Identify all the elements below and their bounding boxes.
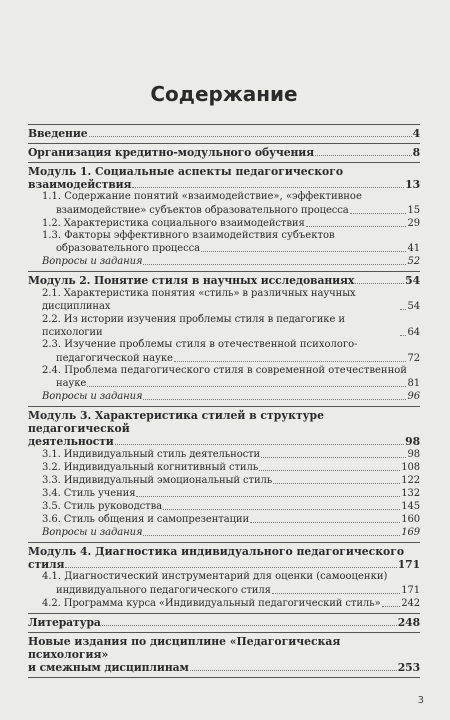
leader-dots — [272, 593, 400, 594]
toc-entry[interactable]: Организация кредитно-модульного обучения 8 — [28, 146, 420, 159]
leader-dots — [350, 213, 407, 214]
leader-dots — [250, 522, 400, 523]
page-ref: 242 — [401, 597, 420, 609]
leader-dots — [273, 483, 400, 484]
toc-module-heading[interactable]: Модуль 2. Понятие стиля в научных исследованиях 54 — [28, 274, 420, 287]
leader-dots — [174, 361, 407, 362]
leader-dots — [400, 309, 406, 310]
leader-dots — [382, 606, 401, 607]
page-ref: 122 — [401, 475, 420, 486]
leader-dots — [87, 386, 406, 387]
toc-module-heading[interactable]: Модуль 4. Диагностика индивидуального педагогического стиля 171 — [28, 545, 420, 571]
toc-block-module-2 — [28, 272, 420, 407]
toc-block-module-3 — [28, 407, 420, 543]
page-ref: 54 — [405, 274, 420, 287]
leader-dots — [201, 251, 407, 252]
toc-block-module-1 — [28, 163, 420, 272]
page-ref: 171 — [401, 584, 420, 596]
toc-module-heading[interactable]: Новые издания по дисциплине «Педагогическая психология» и смежным дисциплинам 253 — [28, 634, 420, 674]
toc-block-organization — [28, 144, 420, 163]
page-ref: 132 — [401, 488, 420, 499]
leader-dots — [143, 264, 406, 265]
leader-dots — [259, 470, 400, 471]
leader-dots — [400, 335, 406, 336]
leader-dots — [306, 226, 407, 227]
toc-subentry[interactable]: 1.3. Факторы эффективного взаимодействия субъектов образовательного процесса 41 — [42, 229, 420, 254]
page-ref: 253 — [397, 660, 420, 674]
page-ref: 52 — [407, 256, 420, 267]
leader-dots — [143, 399, 406, 400]
page-ref: 81 — [407, 378, 420, 389]
toc-entry[interactable]: Литература 248 — [28, 615, 420, 629]
page-ref: 145 — [401, 501, 420, 512]
toc-questions[interactable]: Вопросы и задания 96 — [42, 391, 420, 402]
toc-subentry[interactable]: 2.4. Проблема педагогического стиля в современной отечественной науке 81 — [42, 364, 420, 389]
leader-dots — [115, 444, 404, 445]
page-ref: 248 — [397, 615, 420, 629]
leader-dots — [89, 136, 412, 137]
leader-dots — [102, 625, 397, 626]
toc-subentry[interactable]: 2.2. Из истории изучения проблемы стиля в педагогике и психологии 64 — [42, 314, 420, 338]
page-ref: 108 — [401, 462, 420, 473]
toc-subentry[interactable]: 1.2. Характеристика социального взаимодействия 29 — [42, 217, 420, 229]
toc-subentry[interactable]: 4.2. Программа курса «Индивидуальный педагогический стиль» 242 — [42, 597, 420, 609]
toc-subentry[interactable]: 3.1. Индивидуальный стиль деятельности 98 — [42, 449, 420, 460]
page-ref: 15 — [407, 204, 420, 216]
bleed-through-text — [20, 4, 430, 94]
leader-dots — [132, 187, 404, 188]
toc-module-heading[interactable]: Модуль 3. Характеристика стилей в структуре педагогической деятельности 98 — [28, 409, 420, 448]
toc-subentry[interactable]: 4.1. Диагностический инструментарий для оценки (самооценки) индивидуального педагогического стиля 171 — [42, 571, 420, 596]
leader-dots — [163, 509, 400, 510]
leader-dots — [261, 457, 406, 458]
leader-dots — [65, 567, 396, 568]
toc-questions[interactable]: Вопросы и задания 169 — [42, 527, 420, 538]
page-ref: 4 — [412, 127, 420, 140]
toc-block-intro — [28, 125, 420, 144]
page-ref: 169 — [401, 527, 420, 538]
page-ref: 64 — [407, 327, 420, 338]
table-of-contents — [28, 124, 420, 678]
toc-subentry[interactable]: 3.4. Стиль учения 132 — [42, 488, 420, 499]
page-ref: 8 — [412, 146, 420, 159]
page-ref: 72 — [407, 352, 420, 364]
toc-block-new-editions — [28, 633, 420, 678]
page-ref: 54 — [407, 301, 420, 312]
page-ref: 13 — [405, 178, 420, 191]
page-ref: 96 — [407, 391, 420, 402]
toc-page — [28, 82, 420, 678]
toc-subentry[interactable]: 2.3. Изучение проблемы стиля в отечественной психолого- педагогической науке 72 — [42, 339, 420, 364]
page-number: 3 — [417, 695, 424, 706]
toc-module-heading[interactable]: Модуль 1. Социальные аспекты педагогического взаимодействия 13 — [28, 165, 420, 191]
toc-subentry[interactable]: 3.5. Стиль руководства 145 — [42, 501, 420, 512]
toc-subentry[interactable]: 3.2. Индивидуальный когнитивный стиль 108 — [42, 462, 420, 473]
page-title: Содержание — [150, 82, 298, 106]
toc-subentry[interactable]: 3.6. Стиль общения и самопрезентации 160 — [42, 514, 420, 525]
leader-dots — [190, 670, 397, 671]
page-ref: 98 — [407, 449, 420, 460]
page-ref: 171 — [397, 558, 420, 571]
toc-block-module-4 — [28, 543, 420, 614]
toc-entry[interactable]: Введение 4 — [28, 127, 420, 140]
toc-questions[interactable]: Вопросы и задания 52 — [42, 256, 420, 267]
leader-dots — [315, 155, 412, 156]
toc-block-literature — [28, 614, 420, 633]
toc-subentry[interactable]: 3.3. Индивидуальный эмоциональный стиль 122 — [42, 475, 420, 486]
toc-subentry[interactable]: 1.1. Содержание понятий «взаимодействие», «эффективное взаимодействие» субъектов образовательного процесса 15 — [42, 191, 420, 216]
page-ref: 98 — [405, 435, 420, 448]
page-ref: 41 — [407, 243, 420, 254]
page-ref: 29 — [407, 217, 420, 229]
page-ref: 160 — [401, 514, 420, 525]
leader-dots — [136, 496, 400, 497]
toc-subentry[interactable]: 2.1. Характеристика понятия «стиль» в различных научных дисциплинах 54 — [42, 288, 420, 312]
leader-dots — [355, 283, 404, 284]
leader-dots — [143, 535, 400, 536]
